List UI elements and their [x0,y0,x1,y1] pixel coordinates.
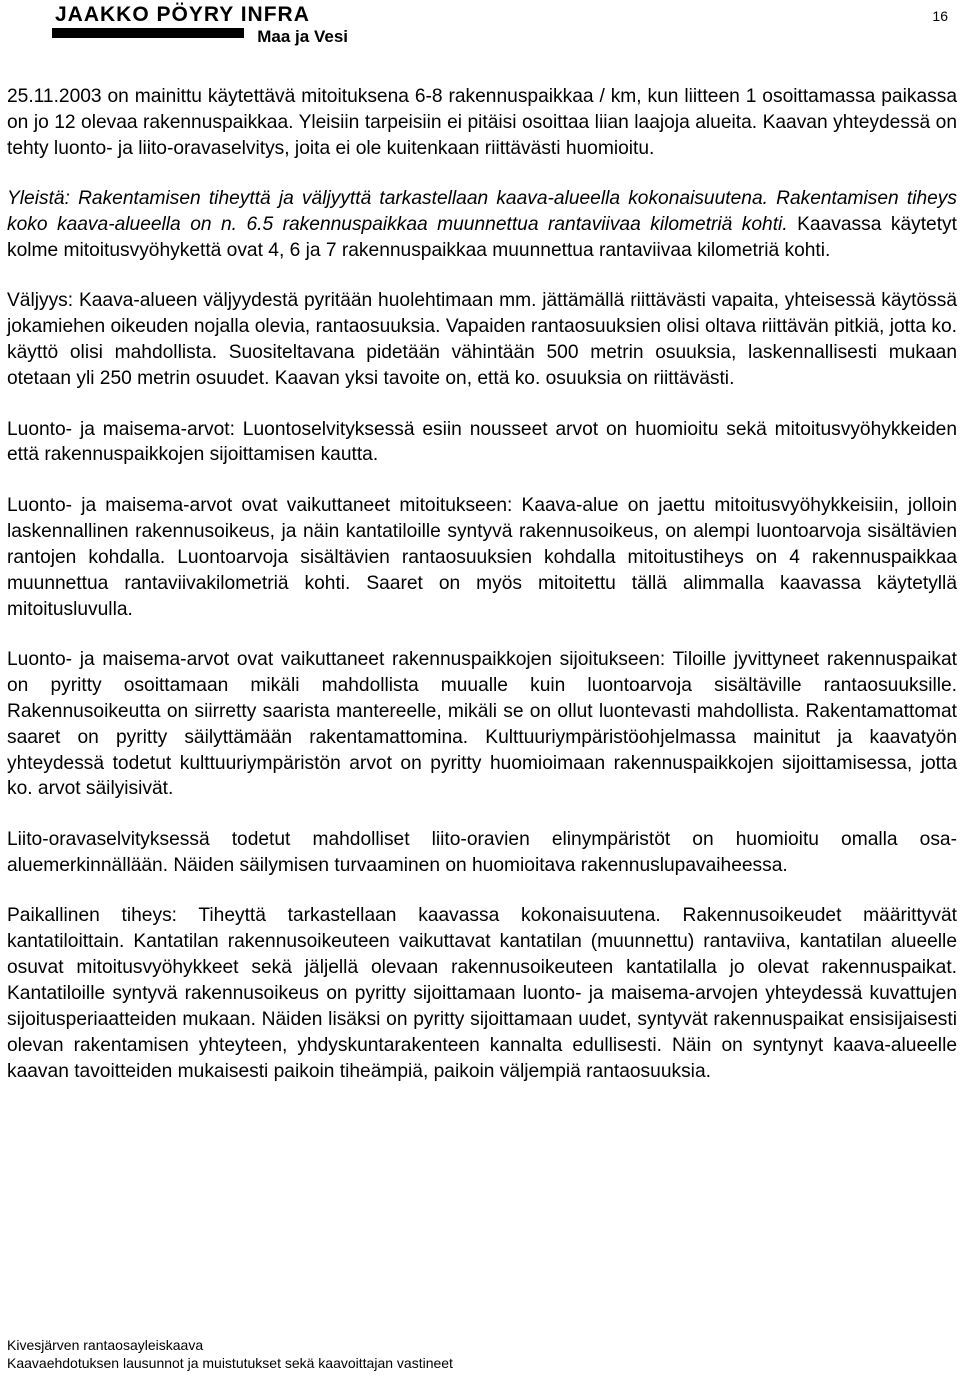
paragraph-general-zones: Kaavassa käytetyt kolme mitoitusvyöhykettä ovat 4, 6 ja 7 rakennuspaikkaa muunnettua rantaviivaa kilometriä kohti. [7,214,957,262]
footer-document-title: Kaavaehdotuksen lausunnot ja muistutukset sekä kaavoittajan vastineet [7,1355,453,1371]
paragraph-flying-squirrel: Liito-oravaselvityksessä todetut mahdolliset liito-oravien elinympäristöt on huomioitu omalla osa-aluemerkinnällään. Näiden säilymisen turvaaminen on huomioitava rakennuslupavaiheessa. [7,828,957,876]
paragraph-spaciousness: Väljyys: Kaava-alueen väljyydestä pyritään huolehtimaan mm. jättämällä riittävästi vapaita, yhteisessä käytössä jokamiehen oikeuden nojalla olevia, rantaosuuksia. Vapaiden rantaosuuksien olisi oltava riittävän pitkiä, jotta ko. käyttö olisi mahdollista. Suositeltavana pidetään vähintään 500 metrin osuuksia, laskennallisesti mukaan otetaan yli 250 metrin osuudet. Kaavan yksi tavoite on, että ko. osuuksia on riittävästi. [7,290,957,390]
paragraph-intro: 25.11.2003 on mainittu käytettävä mitoituksena 6-8 rakennuspaikkaa / km, kun liitteen 1 osoittamassa paikassa on jo 12 olevaa rakennuspaikkaa. Yleisiin tarpeisiin ei pitäisi osoittaa liian laajoja alueita. Kaavan yhteydessä on tehty luonto- ja liito-oravaselvitys, joita ei ole kuitenkaan riittävästi huomioitu. [7,86,957,159]
paragraph-dimensioning: Luonto- ja maisema-arvot ovat vaikuttaneet mitoitukseen: Kaava-alue on jaettu mitoitusvyöhykkeisiin, jolloin laskennallinen rakennusoikeus, ja näin kantatiloille syntyvä rakennusoikeus, on alempi luontoarvoja sisältävien rantojen kohdalla. Luontoarvoja sisältävien rantaosuuksien kohdalla mitoitustiheys on 4 rakennuspaikkaa muunnettua rantaviivakilometriä kohti. Saaret on myös mitoitettu tällä alimmalla kaavassa käytetyllä mitoitusluvulla. [7,494,957,620]
document-body [7,84,957,1109]
paragraph-general [7,186,957,264]
paragraph-local-density: Paikallinen tiheys: Tiheyttä tarkastellaan kaavassa kokonaisuutena. Rakennusoikeudet määrittyvät kantatiloittain. Kantatilan rakennusoikeuteen vaikuttavat kantatilan (muunnettu) rantaviiva, kantatilan alueelle osuvat mitoitusvyöhykkeet sekä jäljellä olevaan rakennusoikeuteen kantatilalla jo olevat rakennuspaikat. Kantatiloille syntyvä rakennusoikeus on pyritty sijoittamaan luonto- ja maisema-arvojen yhteydessä kuvattujen sijoitusperiaatteiden mukaan. Näiden lisäksi on pyritty sijoittamaan uudet, syntyvät rakennuspaikat ensisijaisesti olevan rakentamisen yhteyteen, yhdyskuntarakenteen kannalta edullisesti. Näin on syntynyt kaava-alueelle kaavan tavoitteiden mukaisesti paikoin tiheämpiä, paikoin väljempiä rantaosuuksia. [7,905,957,1082]
logo-division-name: Maa ja Vesi [257,27,348,46]
paragraph-general-italic: Yleistä: Rakentamisen tiheyttä ja väljyyttä tarkastellaan kaava-alueella kokonaisuutena. Rakentamisen tiheys koko kaava-alueella on n. 6.5 rakennuspaikkaa muunnettua rantaviivaa kilometriä kohti. [7,188,957,236]
spacer [7,264,957,289]
paragraph-placement: Luonto- ja maisema-arvot ovat vaikuttaneet rakennuspaikkojen sijoitukseen: Tiloille jyvittyneet rakennuspaikat on pyritty osoittamaan mikäli mahdollista muualle kuin luontoarvoja sisältäville rantaosuuksille. Rakennusoikeutta on siirretty saarista mantereelle, mikäli se on ollut luontevasti mahdollista. Rakentamattomat saaret on pyritty säilyttämään rakentamattomina. Kulttuuriympäristöohjelmassa mainitut ja kaavatyön yhteydessä todetut kulttuuriympäristön arvot on pyritty huomioimaan rakennuspaikkojen sijoittamisessa, jotta ko. arvot säilyisivät. [7,648,957,800]
logo-bar [52,28,244,38]
footer-project-title: Kivesjärven rantaosayleiskaava [7,1337,204,1353]
company-logo [55,3,350,47]
page-number: 16 [932,8,948,24]
page-footer [7,1336,453,1372]
logo-company-name: JAAKKO PÖYRY INFRA [55,3,310,26]
paragraph-nature-values: Luonto- ja maisema-arvot: Luontoselvityksessä esiin nousseet arvot on huomioitu sekä mitoitusvyöhykkeiden että rakennuspaikkojen sijoittamisen kautta. [7,418,957,466]
